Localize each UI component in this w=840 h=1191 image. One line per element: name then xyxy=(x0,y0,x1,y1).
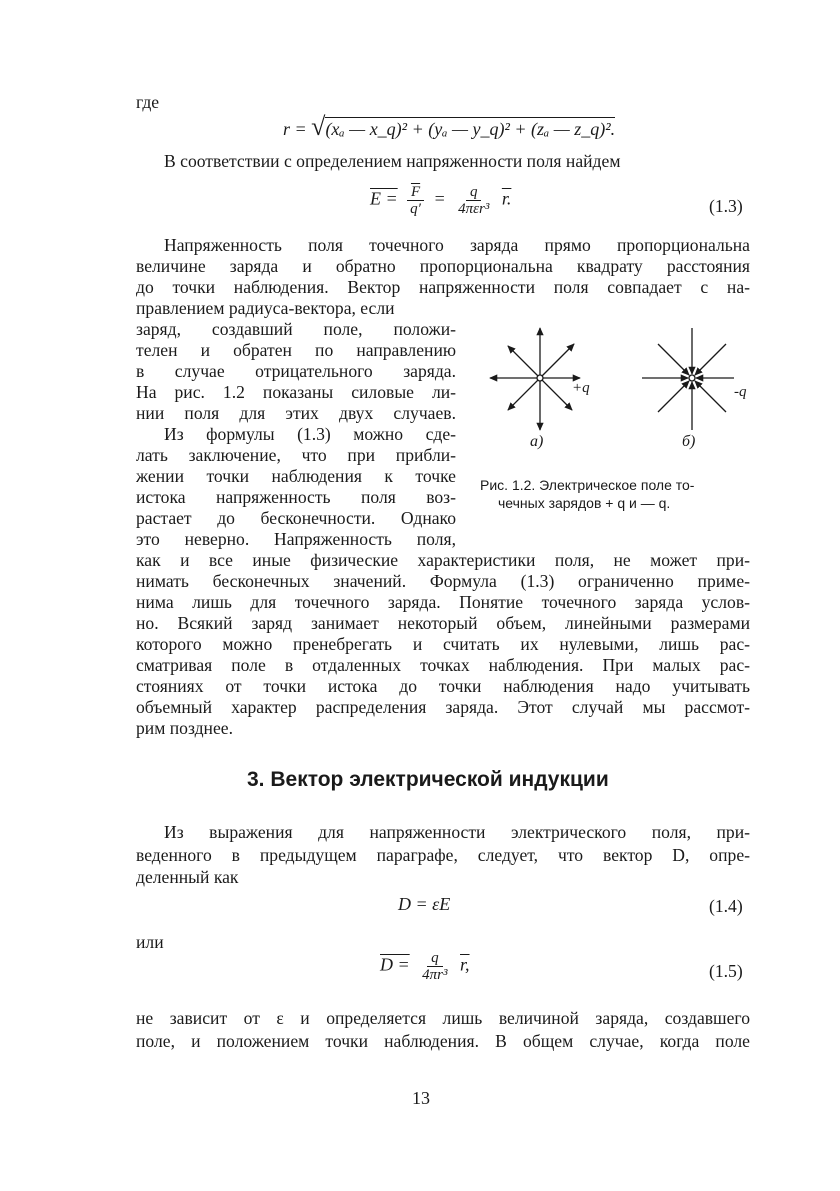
eq3-f-num: $\overline{F}$ xyxy=(407,184,424,201)
figure-caption-2: чечных зарядов + q и — q. xyxy=(498,495,671,511)
word-where: где xyxy=(136,92,160,112)
eq3-fraction-2 xyxy=(454,184,493,217)
eq3-g-den: 4πεr³ xyxy=(458,201,490,217)
p2-line-9: нии поля для этих двух случаев. xyxy=(136,403,456,423)
eq5-fraction xyxy=(418,950,451,983)
charge-label-positive: +q xyxy=(572,380,590,396)
p5-line-2: поле, и положением точки наблюдения. В общем случае, когда поле xyxy=(136,1031,750,1051)
eq5-number: (1.5) xyxy=(709,961,743,981)
eq3-lhs: E = xyxy=(370,188,398,209)
p3-line-15: рим позднее. xyxy=(136,718,233,738)
formula-r-lhs: r = xyxy=(283,119,307,139)
p4-line-1: Из выражения для напряженности электрического поля, при- xyxy=(164,822,750,842)
p3-line-6: это неверно. Напряженность поля, xyxy=(136,529,456,549)
p3-line-8: нимать бесконечных значений. Формула (1.3) ограниченно приме- xyxy=(136,571,750,591)
p3-line-11: которого можно пренебрегать и считать их нулевыми, лишь рас- xyxy=(136,634,750,654)
eq3-fraction-1 xyxy=(406,184,425,217)
p3-line-4: истока напряженность поля воз- xyxy=(136,487,456,507)
figure-caption-1: Рис. 1.2. Электрическое поле то- xyxy=(480,477,695,493)
charge-label-negative: -q xyxy=(734,384,747,400)
p3-line-9: нима лишь для точечного заряда. Понятие точечного заряда услов- xyxy=(136,592,750,612)
figure-label-a: а) xyxy=(530,433,544,450)
equation-1-4: D = εE xyxy=(398,894,451,914)
formula-r-expr: (xₐ — x_q)² + (yₐ — y_q)² + (zₐ — z_q)². xyxy=(325,119,616,139)
p3-line-1: Из формулы (1.3) можно сде- xyxy=(164,424,456,444)
diagram-negative-charge xyxy=(642,328,734,430)
eq3-mid: = xyxy=(433,188,446,209)
eq5-tail: r, xyxy=(460,954,470,975)
eq3-number: (1.3) xyxy=(709,196,743,216)
eq3-tail: r. xyxy=(501,188,512,209)
figure-label-b: б) xyxy=(682,433,696,450)
equation-1-5 xyxy=(380,950,470,983)
p2-line-7: в случае отрицательного заряда. xyxy=(136,361,456,381)
p3-line-5: растает до бесконечности. Однако xyxy=(136,508,456,528)
eq3-g-num: q xyxy=(466,184,482,201)
p2-line-2: величине заряда и обратно пропорциональна квадрату расстояния xyxy=(136,256,750,276)
p2-line-8: На рис. 1.2 показаны силовые ли- xyxy=(136,382,456,402)
p4-line-3: деленный как xyxy=(136,867,239,887)
p5-line-1: не зависит от ε и определяется лишь величиной заряда, создавшего xyxy=(136,1008,750,1028)
p2-line-5: заряд, создавший поле, положи- xyxy=(136,319,456,339)
p3-line-14: объемный характер распределения заряда. Этот случай мы рассмот- xyxy=(136,697,750,717)
diagram-positive-charge xyxy=(490,328,580,430)
eq4-number: (1.4) xyxy=(709,896,743,916)
equation-1-3 xyxy=(370,184,511,217)
figure-field-lines xyxy=(468,320,768,460)
radical-sign: √ xyxy=(311,112,326,141)
paragraph-1: В соответствии с определением напряженности поля найдем xyxy=(164,151,621,171)
p2-line-1: Напряженность поля точечного заряда прямо пропорциональна xyxy=(164,235,750,255)
p3-line-12: сматривая поле в отдаленных точках наблюдения. При малых рас- xyxy=(136,655,750,675)
page-number: 13 xyxy=(412,1088,430,1108)
p2-line-6: телен и обратен по направлению xyxy=(136,340,456,360)
word-or: или xyxy=(136,932,164,952)
p3-line-7: как и все иные физические характеристики поля, не может при- xyxy=(136,550,750,570)
p3-line-2: лать заключение, что при прибли- xyxy=(136,445,456,465)
formula-r xyxy=(283,112,615,142)
p2-line-3: до точки наблюдения. Вектор напряженности поля совпадает с на- xyxy=(136,277,750,297)
p2-line-4: правлением радиуса-вектора, если xyxy=(136,298,395,318)
eq5-num: q xyxy=(427,950,443,967)
p3-line-3: жении точки наблюдения к точке xyxy=(136,466,456,486)
p3-line-10: но. Всякий заряд занимает некоторый объем, линейными размерами xyxy=(136,613,750,633)
eq3-f-den: q′ xyxy=(410,201,421,217)
eq5-lhs: D = xyxy=(380,954,410,975)
p4-line-2: веденного в предыдущем параграфе, следует, что вектор D, опре- xyxy=(136,845,750,865)
eq5-den: 4πr³ xyxy=(422,967,448,983)
p3-line-13: стояниях от точки истока до точки наблюдения надо учитывать xyxy=(136,676,750,696)
section-heading: 3. Вектор электрической индукции xyxy=(247,768,609,791)
